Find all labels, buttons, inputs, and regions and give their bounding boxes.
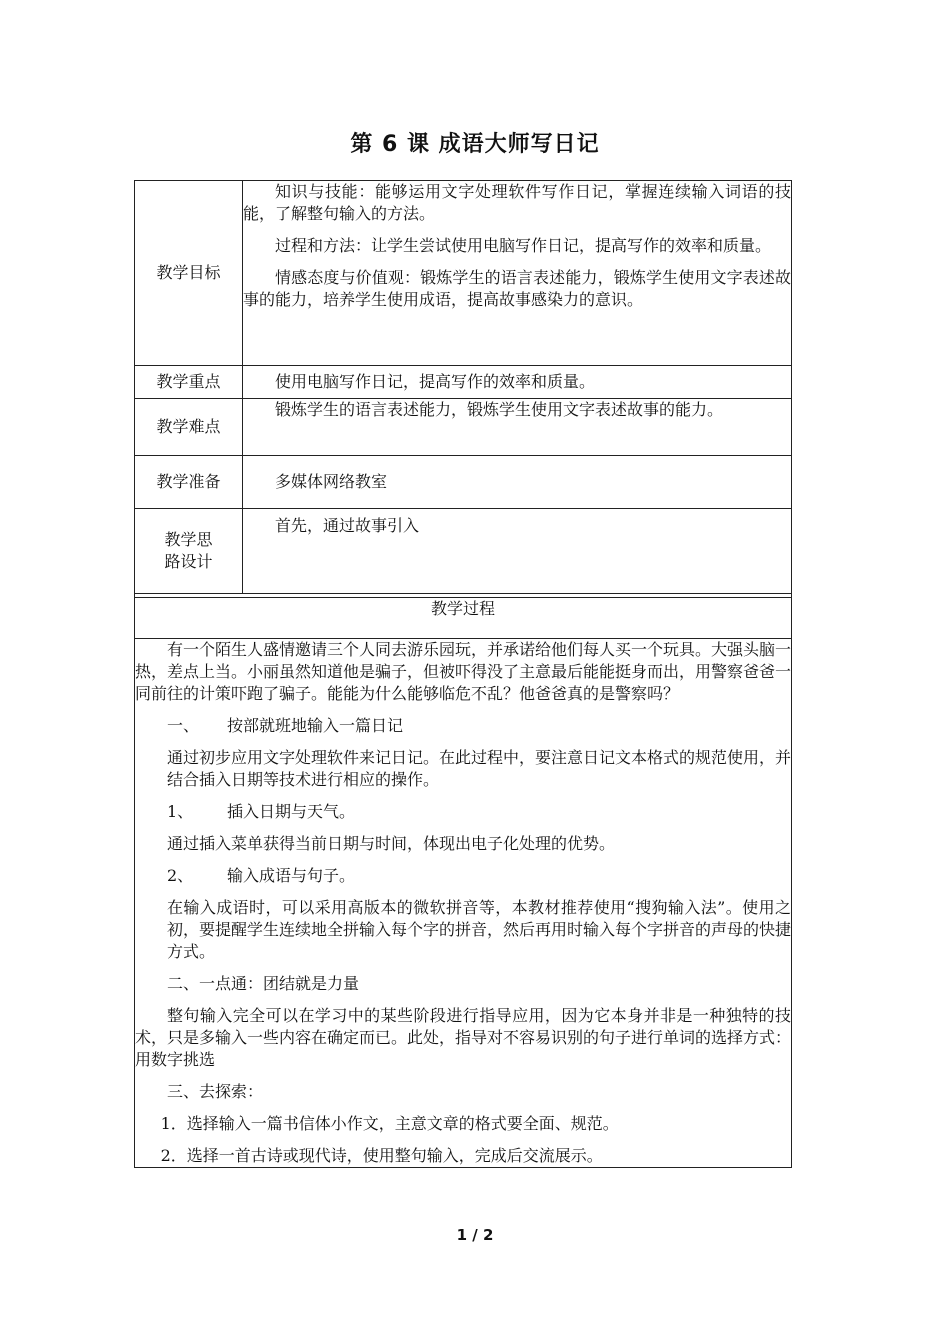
row-process-heading <box>135 598 792 639</box>
preparation-cell <box>243 456 792 509</box>
label-key-points: 教学重点 <box>135 366 243 399</box>
goal-emotion: 情感态度与价值观：锻炼学生的语言表述能力，锻炼学生使用文字表述故事的能力，培养学生使用成语，提高故事感染力的意识。 <box>243 268 791 309</box>
item-2-number: 2、 <box>167 866 194 885</box>
lesson-plan-table <box>134 180 792 1168</box>
section-2-heading: 二、一点通：团结就是力量 <box>167 974 360 993</box>
label-teaching-goals: 教学目标 <box>135 181 243 366</box>
key-points-cell <box>243 366 792 399</box>
row-design <box>135 509 792 594</box>
item-1-heading <box>135 801 791 823</box>
preparation-text: 多媒体网络教室 <box>275 472 388 491</box>
section-1-number: 一、 <box>167 716 200 735</box>
item-2-text: 在输入成语时，可以采用高版本的微软拼音等，本教材推荐使用“搜狗输入法”。使用之初，要提醒学生连续地全拼输入每个字的拼音，然后再用时输入每个字拼音的声母的快捷方式。 <box>167 898 792 961</box>
key-points-text: 使用电脑写作日记，提高写作的效率和质量。 <box>275 372 596 391</box>
row-preparation <box>135 456 792 509</box>
section-1-heading <box>135 715 791 737</box>
design-text: 首先，通过故事引入 <box>275 516 420 535</box>
page-number: 1 / 2 <box>456 1226 494 1244</box>
row-difficulties <box>135 399 792 456</box>
row-key-points <box>135 366 792 399</box>
intro-paragraph: 有一个陌生人盛情邀请三个人同去游乐园玩，并承诺给他们每人买一个玩具。大强头脑一热，差点上当。小丽虽然知道他是骗子，但被吓得没了主意最后能能挺身而出，用警察爸爸一同前往的计策吓跑了骗子。能能为什么能够临危不乱？他爸爸真的是警察吗？ <box>135 640 792 703</box>
item-2-heading <box>135 865 791 887</box>
process-body <box>135 639 792 1168</box>
row-process-body <box>135 639 792 1168</box>
item-2-title: 输入成语与句子。 <box>227 866 356 885</box>
section-1-title: 按部就班地输入一篇日记 <box>227 716 404 735</box>
explore-item-1: 1．选择输入一篇书信体小作文，主意文章的格式要全面、规范。 <box>160 1114 619 1133</box>
label-design: 教学思路设计 <box>135 509 243 594</box>
process-heading: 教学过程 <box>135 598 792 639</box>
section-2-text: 整句输入完全可以在学习中的某些阶段进行指导应用，因为它本身并非是一种独特的技术，只是多输入一些内容在确定而已。此处，指导对不容易识别的句子进行单词的选择方式：用数字挑选 <box>135 1006 792 1069</box>
page-title: 第 6 课 成语大师写日记 <box>350 132 600 157</box>
section-3-heading: 三、去探索： <box>167 1082 264 1101</box>
goal-knowledge: 知识与技能：能够运用文字处理软件写作日记，掌握连续输入词语的技能，了解整句输入的方法。 <box>243 182 791 223</box>
design-cell <box>243 509 792 594</box>
item-1-title: 插入日期与天气。 <box>227 802 356 821</box>
teaching-goals-cell <box>243 181 792 366</box>
difficulties-text: 锻炼学生的语言表述能力，锻炼学生使用文字表述故事的能力。 <box>275 400 724 419</box>
section-1-text: 通过初步应用文字处理软件来记日记。在此过程中，要注意日记文本格式的规范使用，并结合插入日期等技术进行相应的操作。 <box>167 748 792 789</box>
item-1-number: 1、 <box>167 802 194 821</box>
goal-process: 过程和方法：让学生尝试使用电脑写作日记，提高写作的效率和质量。 <box>275 236 772 255</box>
label-preparation: 教学准备 <box>135 456 243 509</box>
item-1-text: 通过插入菜单获得当前日期与时间，体现出电子化处理的优势。 <box>167 834 616 853</box>
row-teaching-goals <box>135 181 792 366</box>
explore-item-2: 2．选择一首古诗或现代诗，使用整句输入，完成后交流展示。 <box>160 1146 603 1165</box>
difficulties-cell <box>243 399 792 456</box>
label-difficulties: 教学难点 <box>135 399 243 456</box>
